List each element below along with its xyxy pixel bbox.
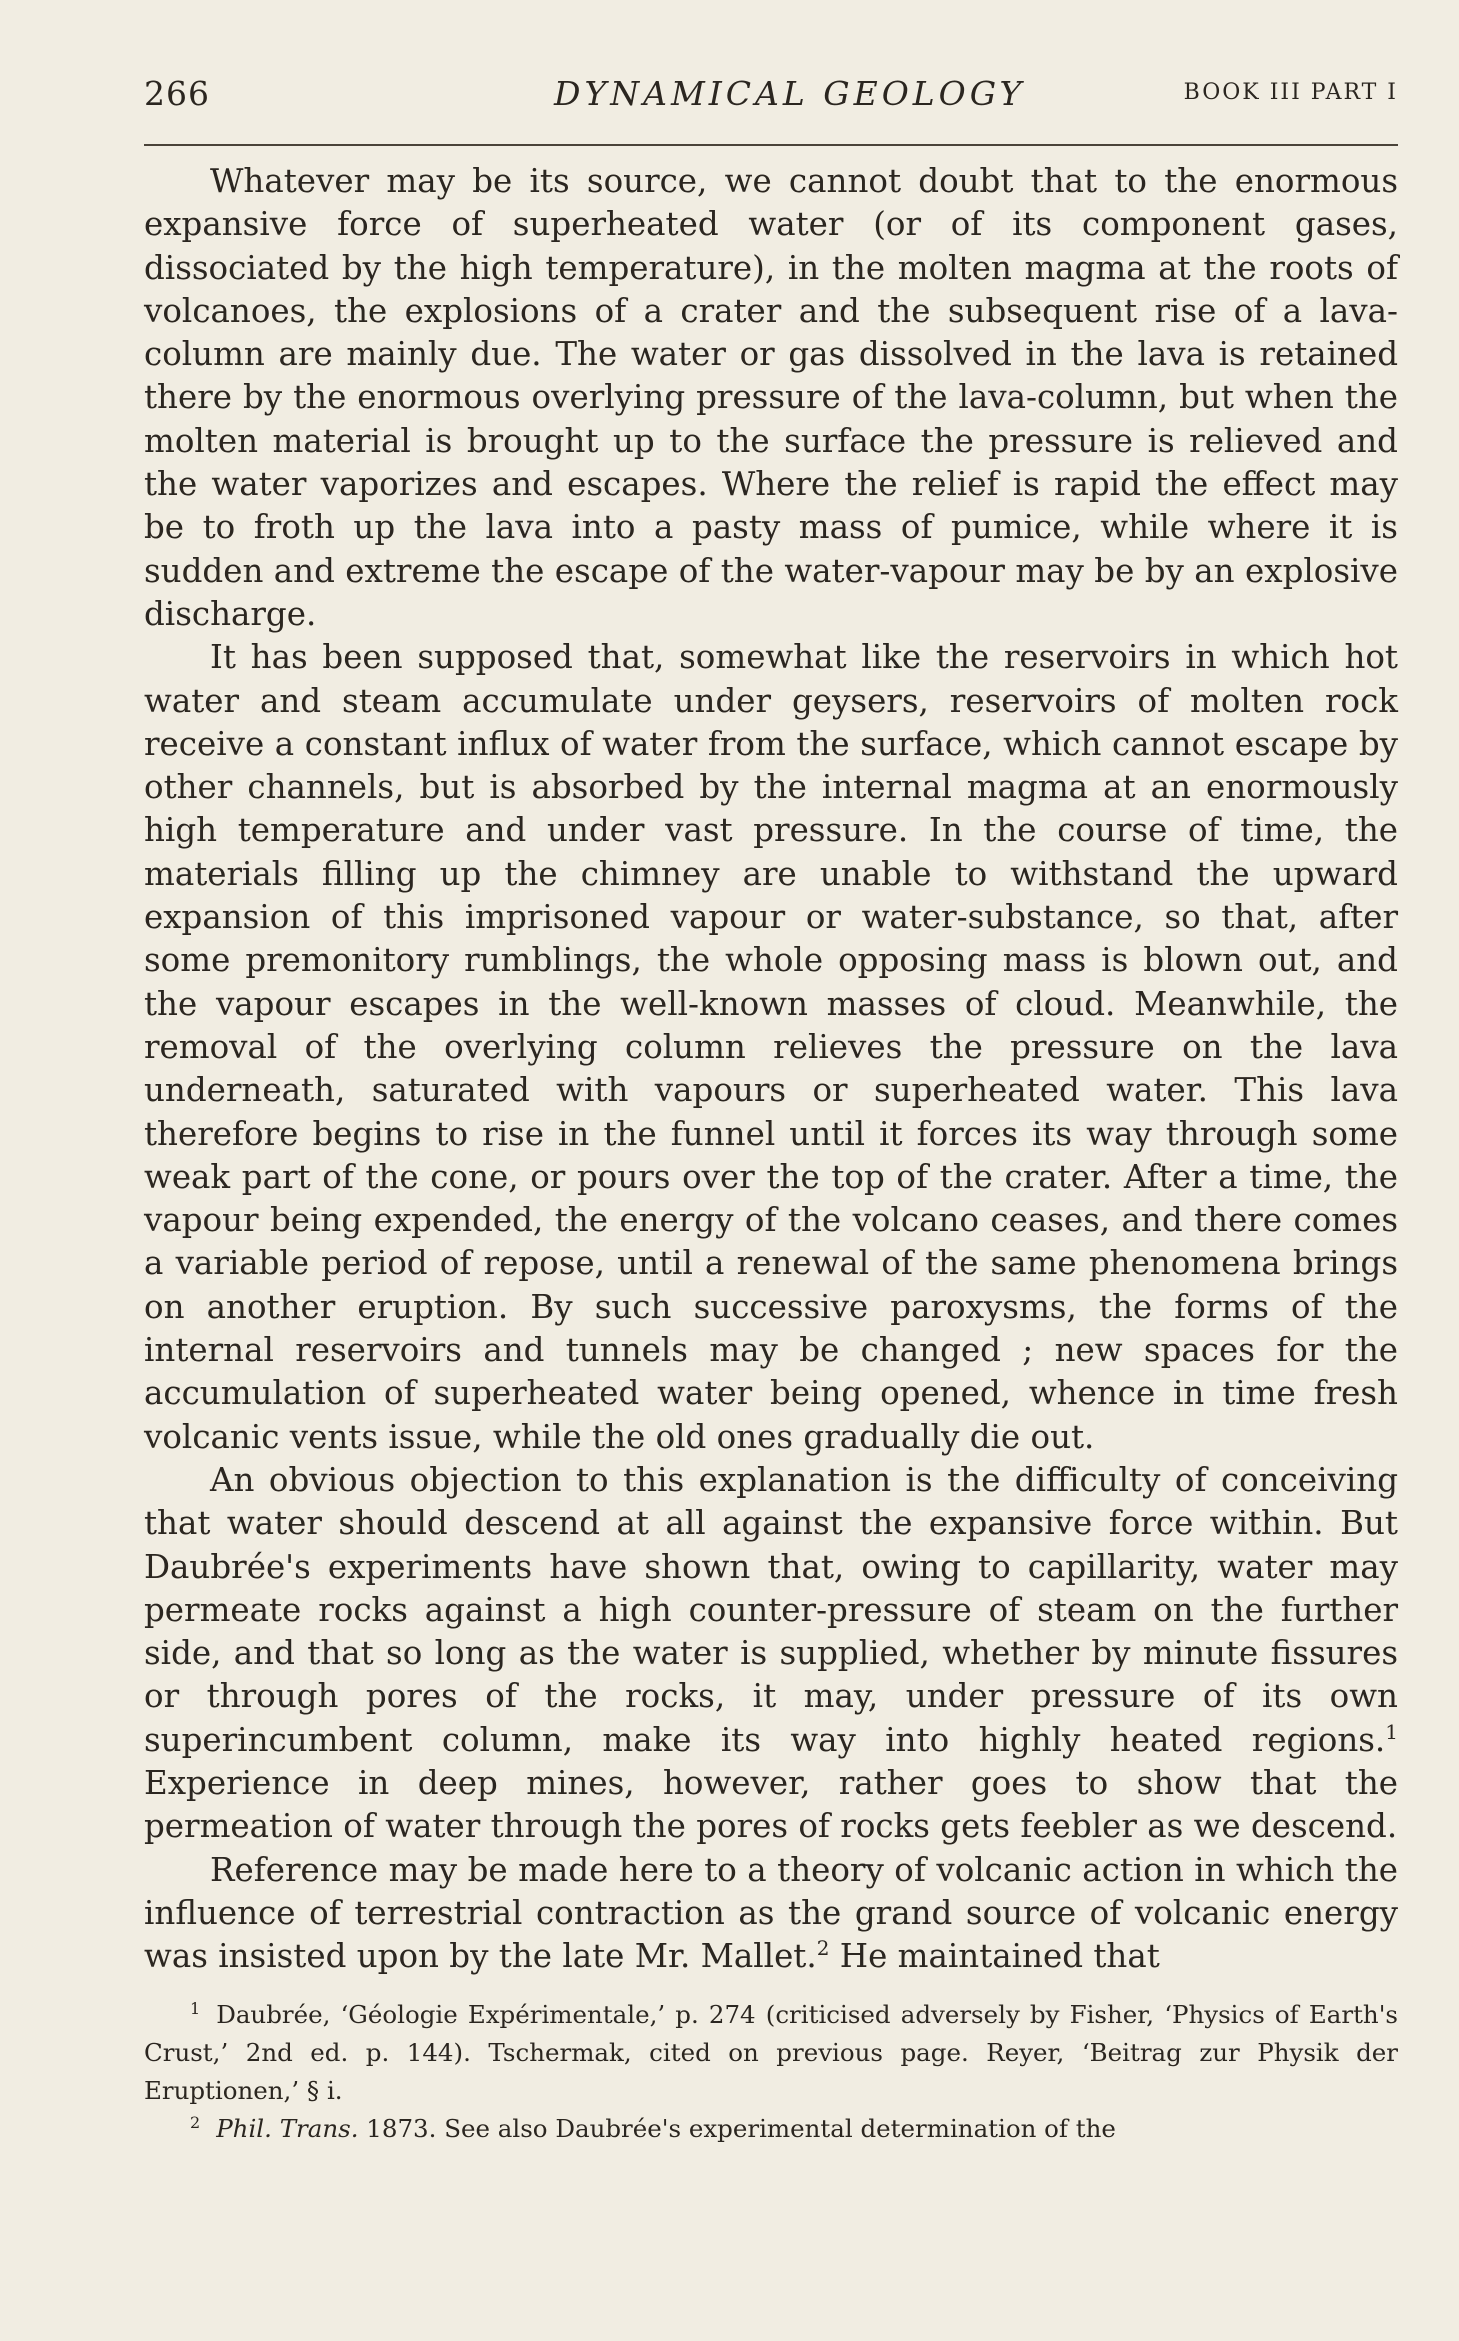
footnote-2 bbox=[144, 2110, 1398, 2148]
header-rule bbox=[144, 144, 1398, 146]
footnote-2-journal: Phil. Trans. bbox=[216, 2114, 359, 2144]
body-text bbox=[144, 160, 1398, 1978]
paragraph-3-text-after: Experience in deep mines, however, rather goes to show that the permeation of water through the pores of rocks gets feebler as we descend. bbox=[144, 1763, 1398, 1846]
paragraph-1: Whatever may be its source, we cannot doubt that to the enormous expansive force of superheated water (or of its component gases, dissociated by the high temperature), in the molten magma at the roots of volcanoes, the explosions of a crater and the subsequent rise of a lava-column are mainly due. The water or gas dissolved in the lava is retained there by the enormous overlying pressure of the lava-column, but when the molten material is brought up to the surface the pressure is relieved and the water vaporizes and escapes. Where the relief is rapid the effect may be to froth up the lava into a pasty mass of pumice, while where it is sudden and extreme the escape of the water-vapour may be by an explosive discharge. bbox=[144, 162, 1398, 633]
running-title: DYNAMICAL GEOLOGY bbox=[554, 74, 1026, 113]
paragraph-4-text-after: He maintained that bbox=[829, 1937, 1160, 1976]
footnote-1-text: Daubrée, ‘Géologie Expérimentale,’ p. 274 (criticised adversely by Fisher, ‘Physics of Earth's Crust,’ 2nd ed. p. 144). Tschermak, cited on previous page. Reyer, ‘Beitrag zur Physik der Eruptionen,’ § i. bbox=[144, 2000, 1398, 2106]
footnote-ref-2: 2 bbox=[816, 1936, 830, 1961]
footnote-2-text: 1873. See also Daubrée's experimental determination of the bbox=[358, 2114, 1116, 2144]
paragraph-3 bbox=[144, 1459, 1398, 1849]
footnote-2-mark: 2 bbox=[190, 2113, 201, 2133]
footnote-1 bbox=[144, 1996, 1398, 2110]
running-header bbox=[144, 70, 1398, 130]
paragraph-3-text-before: An obvious objection to this explanation is the difficulty of conceiving that water should descend at all against the expansive force within. But Daubrée's experiments have shown that, owing to capillarity, water may permeate rocks against a high counter-pressure of steam on the further side, and that so long as the water is supplied, whether by minute fissures or through pores of the rocks, it may, under pressure of its own superincumbent column, make its way into highly heated regions. bbox=[144, 1460, 1398, 1759]
footnote-ref-1: 1 bbox=[1385, 1719, 1398, 1744]
paragraph-4-text-before: Reference may be made here to a theory of volcanic action in which the influence of terrestrial contraction as the grand source of volcanic energy was insisted upon by the late Mr. Mallet. bbox=[144, 1850, 1398, 1976]
footnote-1-mark: 1 bbox=[190, 1999, 201, 2019]
footnotes bbox=[144, 1996, 1398, 2148]
paragraph-2: It has been supposed that, somewhat like the reservoirs in which hot water and steam accumulate under geysers, reservoirs of molten rock receive a constant influx of water from the surface, which cannot escape by other channels, but is absorbed by the internal magma at an enormously high temperature and under vast pressure. In the course of time, the materials filling up the chimney are unable to withstand the upward expansion of this imprisoned vapour or water-substance, so that, after some premonitory rumblings, the whole opposing mass is blown out, and the vapour escapes in the well-known masses of cloud. Meanwhile, the removal of the overlying column relieves the pressure on the lava underneath, saturated with vapours or superheated water. This lava therefore begins to rise in the funnel until it forces its way through some weak part of the cone, or pours over the top of the crater. After a time, the vapour being expended, the energy of the volcano ceases, and there comes a variable period of repose, until a renewal of the same phenomena brings on another eruption. By such successive paroxysms, the forms of the internal reservoirs and tunnels may be changed ; new spaces for the accumulation of superheated water being opened, whence in time fresh volcanic vents issue, while the old ones gradually die out. bbox=[144, 638, 1398, 1456]
paragraph-4 bbox=[144, 1849, 1398, 1979]
page-number: 266 bbox=[144, 74, 210, 113]
book-part-label: BOOK III PART I bbox=[1183, 80, 1398, 105]
